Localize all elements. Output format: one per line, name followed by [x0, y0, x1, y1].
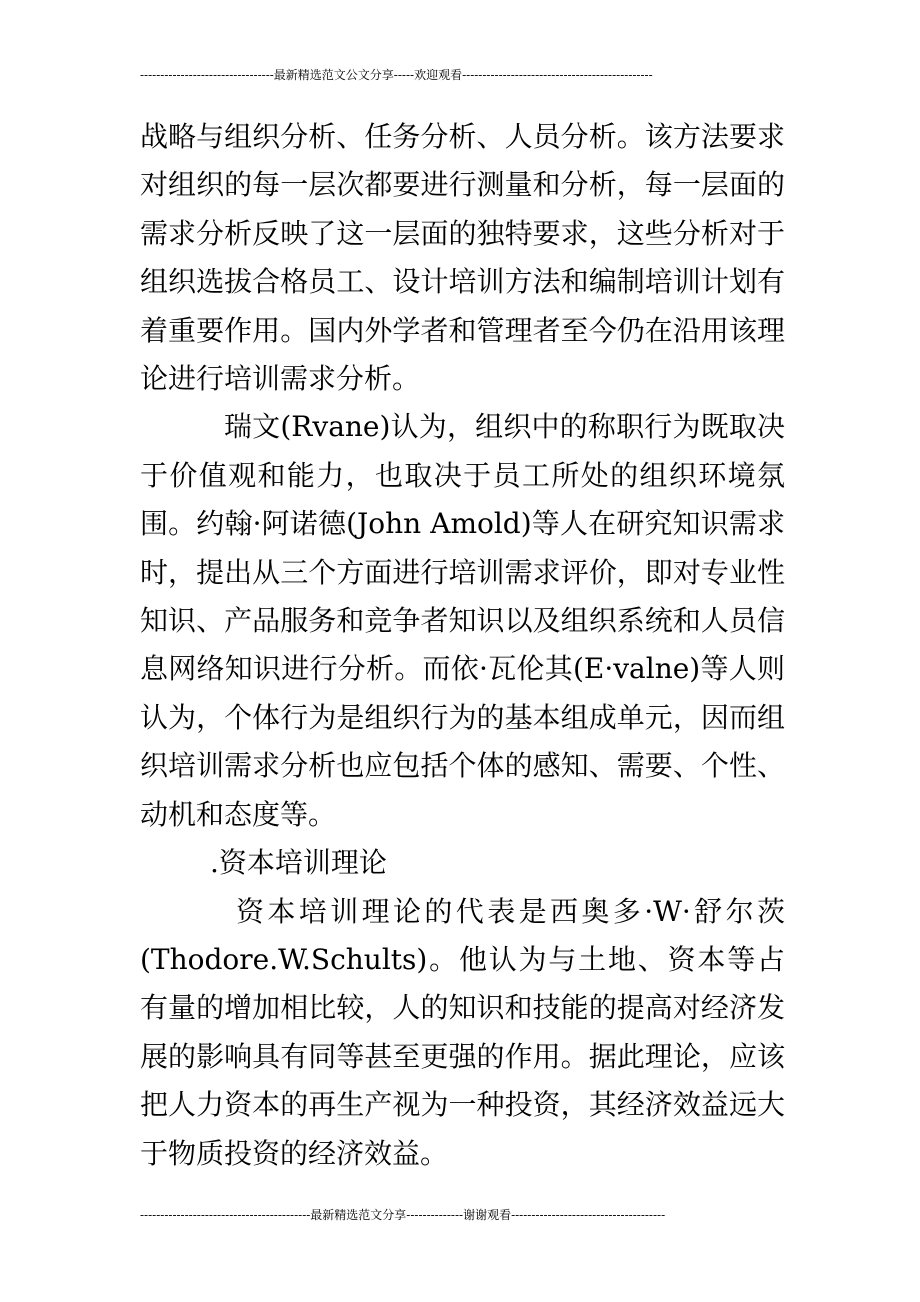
paragraph-competency-theories: 瑞文(Rvane)认为，组织中的称职行为既取决于价值观和能力，也取决于员工所处的组织环境氛围。约翰·阿诺德(John Amold)等人在研究知识需求时，提出从三个方面进行培训需求评价，即对专业性知识、产品服务和竞争者知识以及组织系统和人员信息网络知识进行分析。而依·瓦伦其(E·valne)等人则认为，个体行为是组织行为的基本组成单元，因而组织培训需求分析也应包括个体的感知、需要、个性、动机和态度等。 — [140, 410, 785, 831]
paragraph-training-needs-analysis: 战略与组织分析、任务分析、人员分析。该方法要求对组织的每一层次都要进行测量和分析，每一层面的需求分析反映了这一层面的独特要求，这些分析对于组织选拔合格员工、设计培训方法和编制培训计划有着重要作用。国内外学者和管理者至今仍在沿用该理论进行培训需求分析。 — [140, 120, 785, 396]
section-heading: .资本培训理论 — [210, 846, 387, 880]
paragraph-human-capital-theory: 资本培训理论的代表是西奥多·W·舒尔茨(Thodore.W.Schults)。他认为与土地、资本等占有量的增加相比较，人的知识和技能的提高对经济发展的影响具有同等甚至更强的作用。据此理论，应该把人力资本的再生产视为一种投资，其经济效益远大于物质投资的经济效益。 — [140, 894, 785, 1170]
document-body — [140, 113, 785, 1178]
page-header: ---------------------------------最新精选范文公文分享-----欢迎观看----------------------------------------------- — [140, 68, 653, 82]
page-footer: ------------------------------------------最新精选范文分享--------------谢谢观看-------------------------------------- — [140, 1208, 666, 1222]
